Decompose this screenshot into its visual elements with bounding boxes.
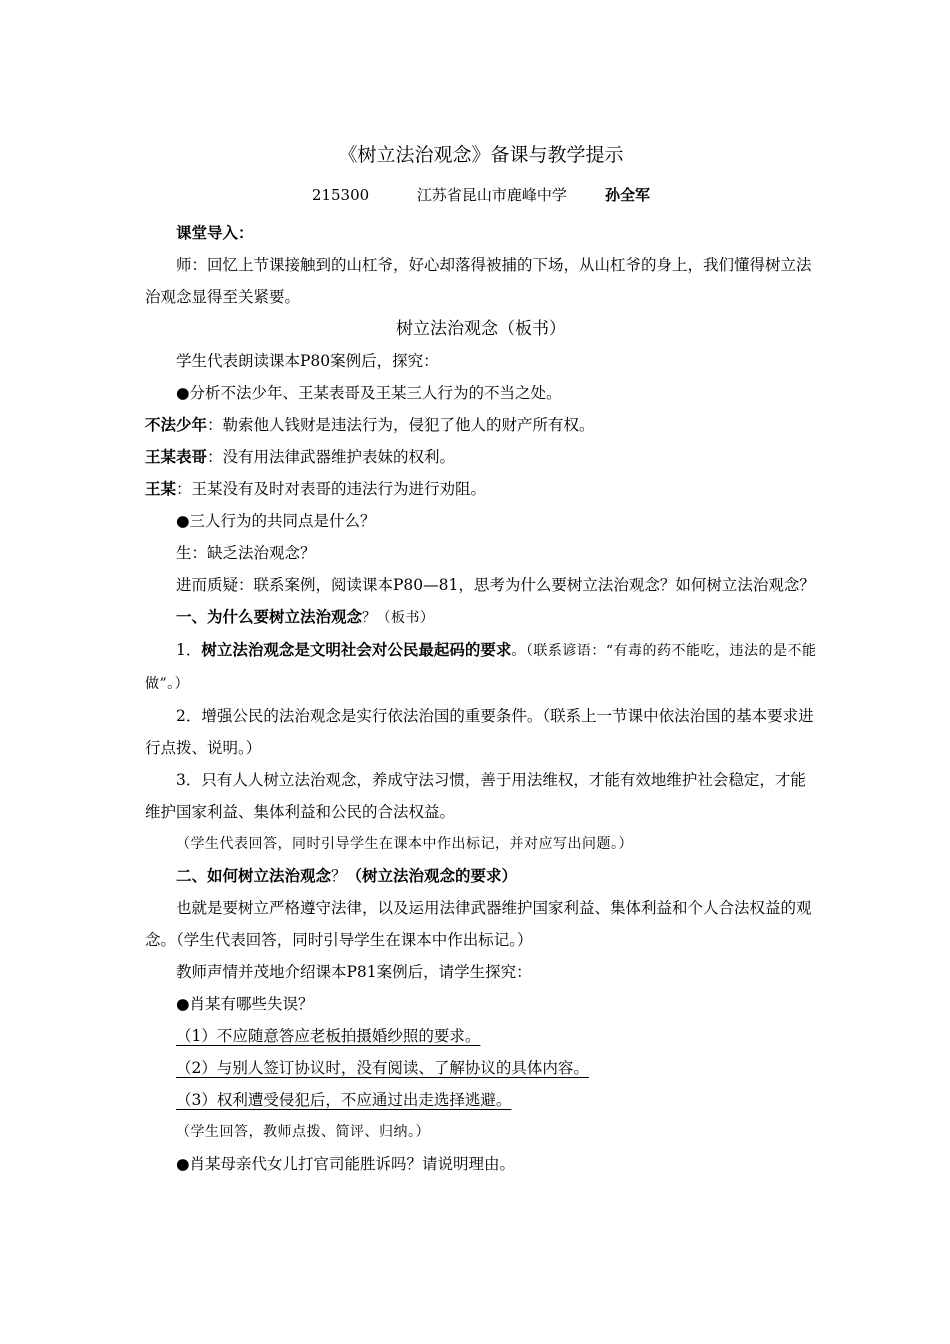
question-3: ●肖某有哪些失误？ [176,995,314,1013]
point-1-bold: 树立法治观念是文明社会对公民最起码的要求 [201,641,512,659]
point-1-rest: 。（联系谚语：“有毒的药不能吃，违法的是不能做”。） [145,643,817,692]
point-1-number: 1． [176,641,202,659]
answer-1-text: ：勒索他人钱财是违法行为，侵犯了他人的财产所有权。 [207,416,595,434]
intro-text: 师：回忆上节课接触到的山杠爷，好心却落得被捕的下场，从山杠爷的身上，我们懂得树立法治观念显得至关紧要。 [145,256,812,306]
mistake-3-text: （3）权利遭受侵犯后，不应通过出走选择逃避。 [176,1091,512,1109]
section-2-heading [145,860,817,892]
answer-2 [145,441,817,473]
mistake-2 [145,1052,817,1084]
section-1-title: 一、为什么要树立法治观念 [176,608,363,626]
answer-2-label: 王某表哥 [145,448,208,466]
intro-heading: 课堂导入： [176,224,254,242]
answer-3-text: ：王某没有及时对表哥的违法行为进行劝阻。 [176,480,487,498]
section-1-heading [145,601,817,634]
answer-1 [145,409,817,441]
point-3: 3．只有人人树立法治观念，养成守法习惯，善于用法维权，才能有效地维护社会稳定，才能维护国家利益、集体利益和公民的合法权益。 [145,771,806,821]
section-2-title: 二、如何树立法治观念 [176,867,332,885]
section-2-question-mark: ？ [331,867,347,885]
byline [145,184,817,205]
question-1: ●分析不法少年、王某表哥及王某三人行为的不当之处。 [176,384,562,402]
point-2: 2．增强公民的法治观念是实行依法治国的重要条件。（联系上一节课中依法治国的基本要求进行点拨、说明。） [145,707,814,757]
mistake-1 [145,1020,817,1052]
note-2: （学生回答，教师点拨、简评、归纳。） [176,1124,430,1140]
point-1 [145,634,817,700]
section-2-text: 也就是要树立严格遵守法律，以及运用法律武器维护国家利益、集体利益和个人合法权益的观念。（学生代表回答，同时引导学生在课本中作出标记。） [145,899,812,949]
question-4: ●肖某母亲代女儿打官司能胜诉吗？请说明理由。 [176,1155,516,1173]
mistake-1-text: （1）不应随意答应老板拍摄婚纱照的要求。 [176,1027,481,1045]
mistake-3 [145,1084,817,1116]
section-2-subtitle: （树立法治观念的要求） [346,867,518,885]
answer-3-label: 王某 [145,480,177,498]
author-name: 孙全军 [605,186,651,204]
mistake-2-text: （2）与别人签订协议时，没有阅读、了解协议的具体内容。 [176,1059,589,1077]
board-title: 树立法治观念（板书） [396,319,566,339]
student-answer: 生：缺乏法治观念？ [176,544,316,562]
document-title: 《树立法治观念》备课与教学提示 [338,144,624,166]
question-2: ●三人行为的共同点是什么？ [176,512,376,530]
school-name: 江苏省昆山市鹿峰中学 [416,186,567,204]
answer-2-text: ：没有用法律武器维护表妹的权利。 [207,448,456,466]
further-question: 进而质疑：联系案例，阅读课本P80—81，思考为什么要树立法治观念？如何树立法治观念？ [176,576,815,594]
reading-instruction: 学生代表朗读课本P80案例后，探究： [176,352,439,370]
answer-1-label: 不法少年 [145,416,208,434]
zip-code: 215300 [311,186,370,204]
note-1: （学生代表回答，同时引导学生在课本中作出标记，并对应写出问题。） [176,836,633,852]
answer-3 [145,473,817,505]
section-1-note: ？（板书） [362,610,435,626]
teacher-intro: 教师声情并茂地介绍课本P81案例后，请学生探究： [176,963,532,981]
document-body [145,140,817,1180]
